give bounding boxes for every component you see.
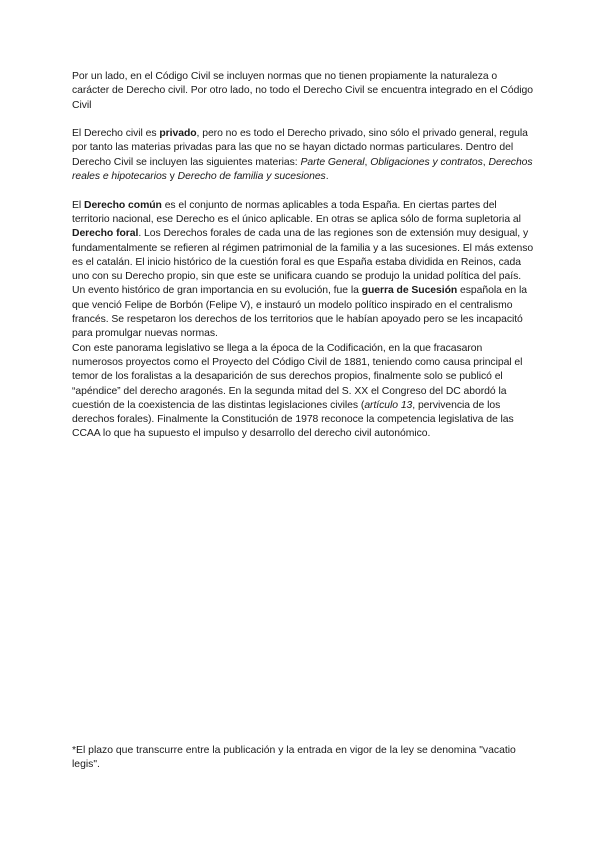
text-run: . bbox=[325, 171, 329, 183]
text-run: , bbox=[364, 156, 371, 168]
italic-term-obligaciones: Obligaciones y contratos bbox=[370, 156, 483, 168]
paragraph-text: Por un lado, en el Código Civil se incluyen normas que no tienen propiamente la naturaleza o carácter de Derecho civil. Por otro lado, no todo el Derecho Civil se encuentra integrado en el Código Civil bbox=[72, 71, 534, 111]
italic-term-derecho-familia: Derecho de familia y sucesiones bbox=[177, 171, 326, 183]
paragraph-codificacion bbox=[72, 342, 534, 442]
text-run: Con este panorama legislativo se llega a la época de la Codificación, en la que fracasaron numerosos proyectos como el Proyecto del Código Civil de 1881, teniendo como causa principal el temor de los foralistas a la desaparición de sus derechos propios, finalmente solo se publicó el “apéndice” del derecho aragonés. En la segunda mitad del S. XX el Congreso del DC abordó la cuestión de la coexistencia de las distintas legislaciones civiles ( bbox=[72, 342, 523, 411]
paragraph-codigo-civil bbox=[72, 70, 534, 113]
italic-term-derechos-reales: Derechos reales e hipotecarios bbox=[72, 156, 533, 183]
document-body bbox=[72, 70, 534, 442]
paragraph-derecho-privado bbox=[72, 127, 534, 184]
text-run: , pero no es todo el Derecho privado, sino sólo el privado general, regula por tanto las materias privadas para las que no se hayan dictado normas particulares. Dentro del Derecho Civil se incluyen las siguientes materias: bbox=[72, 128, 528, 168]
footnote bbox=[72, 744, 534, 773]
text-run: . Los Derechos forales de cada una de las regiones son de extensión muy desigual, y fundamentalmente se refieren al régimen patrimonial de la familia y a las sucesiones. El más extenso es el catalán. El inicio histórico de la cuestión foral es que España estaba dividida en Reinos, cada uno con su Derecho propio, sin que este se unificara cuando se produjo la unidad política del país. Un evento histórico de gran importancia en su evolución, fue la bbox=[72, 228, 534, 297]
bold-term-privado: privado bbox=[159, 128, 197, 140]
footnote-text: *El plazo que transcurre entre la publicación y la entrada en vigor de la ley se denomina "vacatio legis". bbox=[72, 745, 516, 771]
bold-term-guerra-sucesion: guerra de Sucesión bbox=[361, 285, 458, 297]
bold-term-derecho-comun: Derecho común bbox=[83, 199, 162, 211]
paragraph-derecho-comun bbox=[72, 199, 534, 342]
text-run: española en la que venció Felipe de Borbón (Felipe V), e instauró un modelo político inspirado en el centralismo francés. Se respetaron los derechos de los territorios que le habían apoyado pero se les incapacitó para promulgar nuevas normas. bbox=[72, 285, 527, 340]
text-run: es el conjunto de normas aplicables a toda España. En ciertas partes del territorio nacional, ese Derecho es el único aplicable. En otras se aplica sólo de forma supletoria al bbox=[72, 199, 521, 225]
text-run: y bbox=[166, 171, 178, 183]
text-run: , pervivencia de los derechos forales). Finalmente la Constitución de 1978 reconoce la competencia legislativa de las CCAA lo que ha supuesto el impulso y desarrollo del derecho civil autonómico. bbox=[72, 399, 514, 440]
italic-term-parte-general: Parte General bbox=[300, 156, 365, 168]
bold-term-derecho-foral: Derecho foral bbox=[72, 228, 139, 240]
text-run: El Derecho civil es bbox=[72, 128, 160, 140]
italic-term-articulo-13: artículo 13 bbox=[364, 399, 413, 411]
text-run: , bbox=[482, 156, 489, 168]
text-run: El bbox=[72, 199, 84, 211]
